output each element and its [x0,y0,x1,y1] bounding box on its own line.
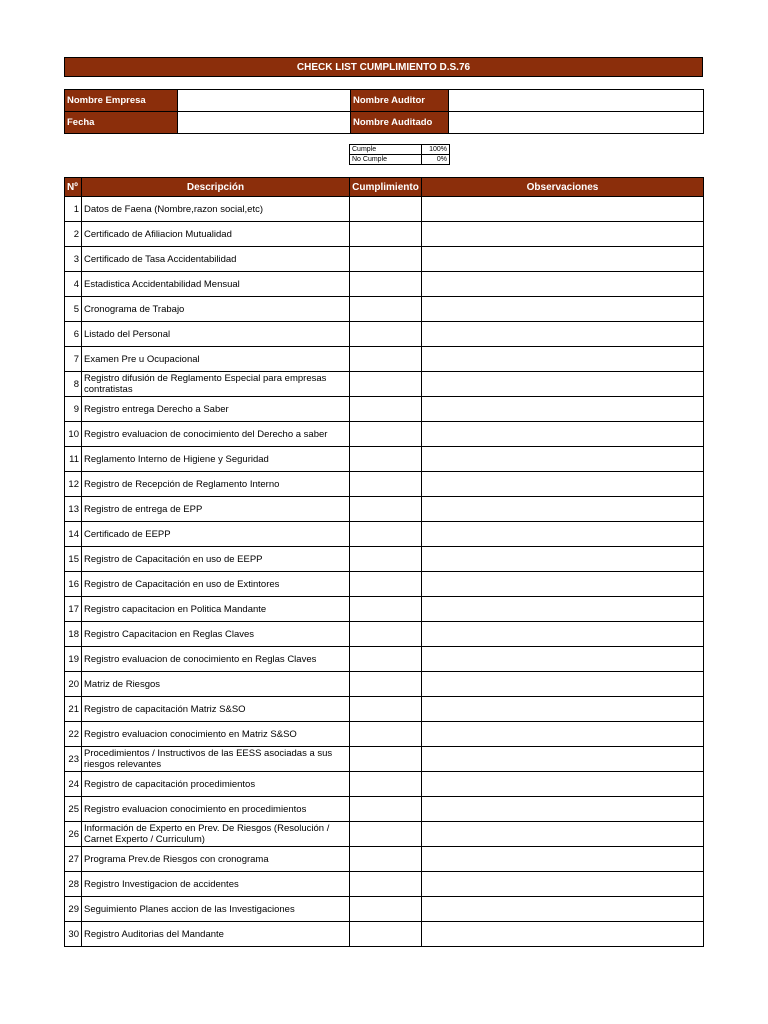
row-observaciones-cell[interactable] [422,872,704,897]
row-description: Registro difusión de Reglamento Especial para empresas contratistas [82,372,350,397]
table-row [65,472,704,497]
row-observaciones-cell[interactable] [422,797,704,822]
row-number: 2 [65,222,82,247]
nombre-auditado-field[interactable] [449,112,704,134]
table-row [65,597,704,622]
row-observaciones-cell[interactable] [422,347,704,372]
row-description: Listado del Personal [82,322,350,347]
col-header-descripcion: Descripción [82,178,350,197]
nombre-auditado-label: Nombre Auditado [351,112,449,134]
row-observaciones-cell[interactable] [422,822,704,847]
row-cumplimiento-cell[interactable] [350,472,422,497]
row-cumplimiento-cell[interactable] [350,547,422,572]
row-cumplimiento-cell[interactable] [350,872,422,897]
row-cumplimiento-cell[interactable] [350,272,422,297]
row-observaciones-cell[interactable] [422,497,704,522]
table-row [65,222,704,247]
row-cumplimiento-cell[interactable] [350,572,422,597]
row-observaciones-cell[interactable] [422,422,704,447]
col-header-cumplimiento: Cumplimiento [350,178,422,197]
row-observaciones-cell[interactable] [422,697,704,722]
nombre-auditor-field[interactable] [449,90,704,112]
row-description: Registro de Capacitación en uso de Extintores [82,572,350,597]
row-cumplimiento-cell[interactable] [350,522,422,547]
row-number: 1 [65,197,82,222]
row-description: Registro evaluacion de conocimiento en Reglas Claves [82,647,350,672]
table-row [65,197,704,222]
row-number: 10 [65,422,82,447]
legend-cumple-value: 100% [422,145,450,155]
row-observaciones-cell[interactable] [422,922,704,947]
row-description: Programa Prev.de Riesgos con cronograma [82,847,350,872]
legend-table [349,144,450,165]
row-description: Certificado de Tasa Accidentabilidad [82,247,350,272]
row-description: Información de Experto en Prev. De Riesgos (Resolución / Carnet Experto / Curriculum) [82,822,350,847]
row-number: 4 [65,272,82,297]
row-cumplimiento-cell[interactable] [350,747,422,772]
checklist-sheet [64,57,703,940]
row-cumplimiento-cell[interactable] [350,297,422,322]
table-row [65,272,704,297]
row-observaciones-cell[interactable] [422,397,704,422]
row-number: 8 [65,372,82,397]
row-number: 21 [65,697,82,722]
row-description: Certificado de EEPP [82,522,350,547]
row-observaciones-cell[interactable] [422,197,704,222]
row-cumplimiento-cell[interactable] [350,347,422,372]
legend-row-cumple [350,145,450,155]
row-observaciones-cell[interactable] [422,622,704,647]
row-description: Registro de capacitación procedimientos [82,772,350,797]
row-number: 25 [65,797,82,822]
row-observaciones-cell[interactable] [422,447,704,472]
table-row [65,247,704,272]
row-number: 30 [65,922,82,947]
row-observaciones-cell[interactable] [422,647,704,672]
table-row [65,347,704,372]
row-observaciones-cell[interactable] [422,472,704,497]
row-description: Seguimiento Planes accion de las Investigaciones [82,897,350,922]
row-number: 13 [65,497,82,522]
row-number: 6 [65,322,82,347]
table-row [65,647,704,672]
row-cumplimiento-cell[interactable] [350,897,422,922]
row-observaciones-cell[interactable] [422,672,704,697]
row-description: Registro Capacitacion en Reglas Claves [82,622,350,647]
table-row [65,322,704,347]
table-row [65,547,704,572]
row-observaciones-cell[interactable] [422,597,704,622]
row-description: Registro Auditorias del Mandante [82,922,350,947]
row-number: 12 [65,472,82,497]
row-number: 7 [65,347,82,372]
table-row [65,422,704,447]
row-number: 5 [65,297,82,322]
row-observaciones-cell[interactable] [422,247,704,272]
row-observaciones-cell[interactable] [422,547,704,572]
row-number: 23 [65,747,82,772]
row-description: Procedimientos / Instructivos de las EESS asociadas a sus riesgos relevantes [82,747,350,772]
row-number: 29 [65,897,82,922]
row-number: 26 [65,822,82,847]
table-row [65,522,704,547]
row-description: Registro evaluacion conocimiento en procedimientos [82,797,350,822]
row-observaciones-cell[interactable] [422,722,704,747]
table-row [65,497,704,522]
fecha-field[interactable] [178,112,351,134]
row-cumplimiento-cell[interactable] [350,372,422,397]
table-row [65,897,704,922]
row-description: Registro de capacitación Matriz S&SO [82,697,350,722]
table-row [65,672,704,697]
table-row [65,847,704,872]
nombre-empresa-label: Nombre Empresa [65,90,178,112]
col-header-observaciones: Observaciones [422,178,704,197]
row-observaciones-cell[interactable] [422,322,704,347]
row-observaciones-cell[interactable] [422,747,704,772]
table-row [65,922,704,947]
row-cumplimiento-cell[interactable] [350,597,422,622]
row-description: Examen Pre u Ocupacional [82,347,350,372]
row-cumplimiento-cell[interactable] [350,772,422,797]
row-number: 16 [65,572,82,597]
sheet-title: CHECK LIST CUMPLIMIENTO D.S.76 [64,57,703,77]
row-cumplimiento-cell[interactable] [350,322,422,347]
legend-cumple-label: Cumple [350,145,422,155]
row-description: Registro de entrega de EPP [82,497,350,522]
table-row [65,372,704,397]
table-row [65,572,704,597]
row-description: Registro capacitacion en Politica Mandante [82,597,350,622]
row-description: Registro de Capacitación en uso de EEPP [82,547,350,572]
table-row [65,297,704,322]
row-number: 9 [65,397,82,422]
table-row [65,772,704,797]
row-cumplimiento-cell[interactable] [350,197,422,222]
table-row [65,822,704,847]
row-number: 11 [65,447,82,472]
row-description: Estadistica Accidentabilidad Mensual [82,272,350,297]
legend-no-cumple-label: No Cumple [350,155,422,165]
row-cumplimiento-cell[interactable] [350,497,422,522]
row-description: Matriz de Riesgos [82,672,350,697]
table-row [65,747,704,772]
row-cumplimiento-cell[interactable] [350,697,422,722]
info-row [65,90,704,112]
table-row [65,622,704,647]
table-row [65,722,704,747]
row-number: 22 [65,722,82,747]
row-observaciones-cell[interactable] [422,847,704,872]
row-cumplimiento-cell[interactable] [350,222,422,247]
row-observaciones-cell[interactable] [422,522,704,547]
row-description: Cronograma de Trabajo [82,297,350,322]
col-header-num: Nº [65,178,82,197]
fecha-label: Fecha [65,112,178,134]
row-number: 27 [65,847,82,872]
row-cumplimiento-cell[interactable] [350,397,422,422]
info-table [64,89,704,134]
table-row [65,797,704,822]
row-number: 3 [65,247,82,272]
row-observaciones-cell[interactable] [422,772,704,797]
row-description: Registro de Recepción de Reglamento Interno [82,472,350,497]
row-number: 28 [65,872,82,897]
nombre-empresa-field[interactable] [178,90,351,112]
row-observaciones-cell[interactable] [422,272,704,297]
row-cumplimiento-cell[interactable] [350,647,422,672]
row-observaciones-cell[interactable] [422,897,704,922]
row-description: Reglamento Interno de Higiene y Seguridad [82,447,350,472]
row-observaciones-cell[interactable] [422,297,704,322]
info-row [65,112,704,134]
table-row [65,447,704,472]
header-row [65,178,704,197]
row-description: Datos de Faena (Nombre,razon social,etc) [82,197,350,222]
row-description: Registro evaluacion conocimiento en Matriz S&SO [82,722,350,747]
legend-row-no-cumple [350,155,450,165]
row-number: 15 [65,547,82,572]
row-cumplimiento-cell[interactable] [350,422,422,447]
row-observaciones-cell[interactable] [422,372,704,397]
row-description: Certificado de Afiliacion Mutualidad [82,222,350,247]
row-cumplimiento-cell[interactable] [350,722,422,747]
row-number: 17 [65,597,82,622]
row-description: Registro entrega Derecho a Saber [82,397,350,422]
table-row [65,872,704,897]
row-observaciones-cell[interactable] [422,572,704,597]
row-description: Registro Investigacion de accidentes [82,872,350,897]
row-cumplimiento-cell[interactable] [350,922,422,947]
table-row [65,697,704,722]
nombre-auditor-label: Nombre Auditor [351,90,449,112]
row-number: 20 [65,672,82,697]
row-cumplimiento-cell[interactable] [350,447,422,472]
row-observaciones-cell[interactable] [422,222,704,247]
row-cumplimiento-cell[interactable] [350,622,422,647]
row-cumplimiento-cell[interactable] [350,847,422,872]
row-cumplimiento-cell[interactable] [350,247,422,272]
checklist-table [64,177,704,947]
row-number: 14 [65,522,82,547]
row-description: Registro evaluacion de conocimiento del Derecho a saber [82,422,350,447]
table-row [65,397,704,422]
row-number: 18 [65,622,82,647]
row-cumplimiento-cell[interactable] [350,797,422,822]
row-cumplimiento-cell[interactable] [350,672,422,697]
row-number: 24 [65,772,82,797]
row-cumplimiento-cell[interactable] [350,822,422,847]
row-number: 19 [65,647,82,672]
legend-no-cumple-value: 0% [422,155,450,165]
